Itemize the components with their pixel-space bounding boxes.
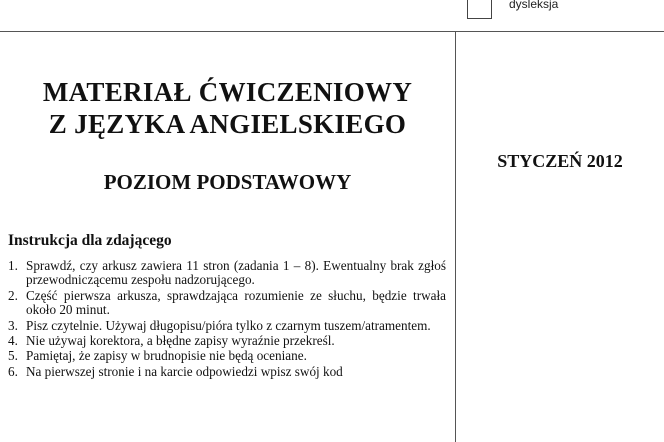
list-item [8, 349, 446, 363]
dyslexia-label: dysleksja [509, 0, 559, 11]
item-number: 2. [8, 287, 18, 303]
dyslexia-checkbox[interactable] [467, 0, 492, 19]
item-number: 1. [8, 258, 18, 273]
item-text: Część pierwsza arkusza, sprawdzająca rozumienie ze słuchu, będzie trwała około 20 minut. [26, 287, 446, 318]
item-text: Pamiętaj, że zapisy w brudnopisie nie będą oceniane. [26, 348, 307, 364]
exam-title-line1: MATERIAŁ ĆWICZENIOWY [42, 77, 413, 107]
exam-title [0, 76, 455, 140]
item-number: 3. [8, 317, 18, 333]
item-text: Nie używaj korektora, a błędne zapisy wyraźnie przekreśl. [26, 333, 335, 349]
exam-date: STYCZEŃ 2012 [497, 151, 623, 171]
instructions-list [8, 259, 446, 380]
list-item [8, 334, 446, 348]
list-item [8, 365, 446, 379]
item-number: 5. [8, 348, 18, 364]
header-divider [0, 31, 664, 32]
item-text: Pisz czytelnie. Używaj długopisu/pióra tylko z czarnym tuszem/atramentem. [26, 317, 431, 333]
list-item [8, 259, 446, 288]
item-number: 4. [8, 333, 18, 349]
column-divider [455, 31, 456, 442]
item-number: 6. [8, 363, 18, 379]
list-item [8, 319, 446, 333]
item-text: Na pierwszej stronie i na karcie odpowiedzi wpisz swój kod [26, 363, 343, 379]
instructions-heading: Instrukcja dla zdającego [8, 232, 172, 249]
item-text: Sprawdź, czy arkusz zawiera 11 stron (zadania 1 – 8). Ewentualny brak zgłoś przewodniczącemu zespołu nadzorującego. [26, 258, 446, 288]
list-item [8, 289, 446, 318]
exam-level: POZIOM PODSTAWOWY [103, 170, 352, 194]
exam-title-line2: Z JĘZYKA ANGIELSKIEGO [48, 109, 407, 139]
